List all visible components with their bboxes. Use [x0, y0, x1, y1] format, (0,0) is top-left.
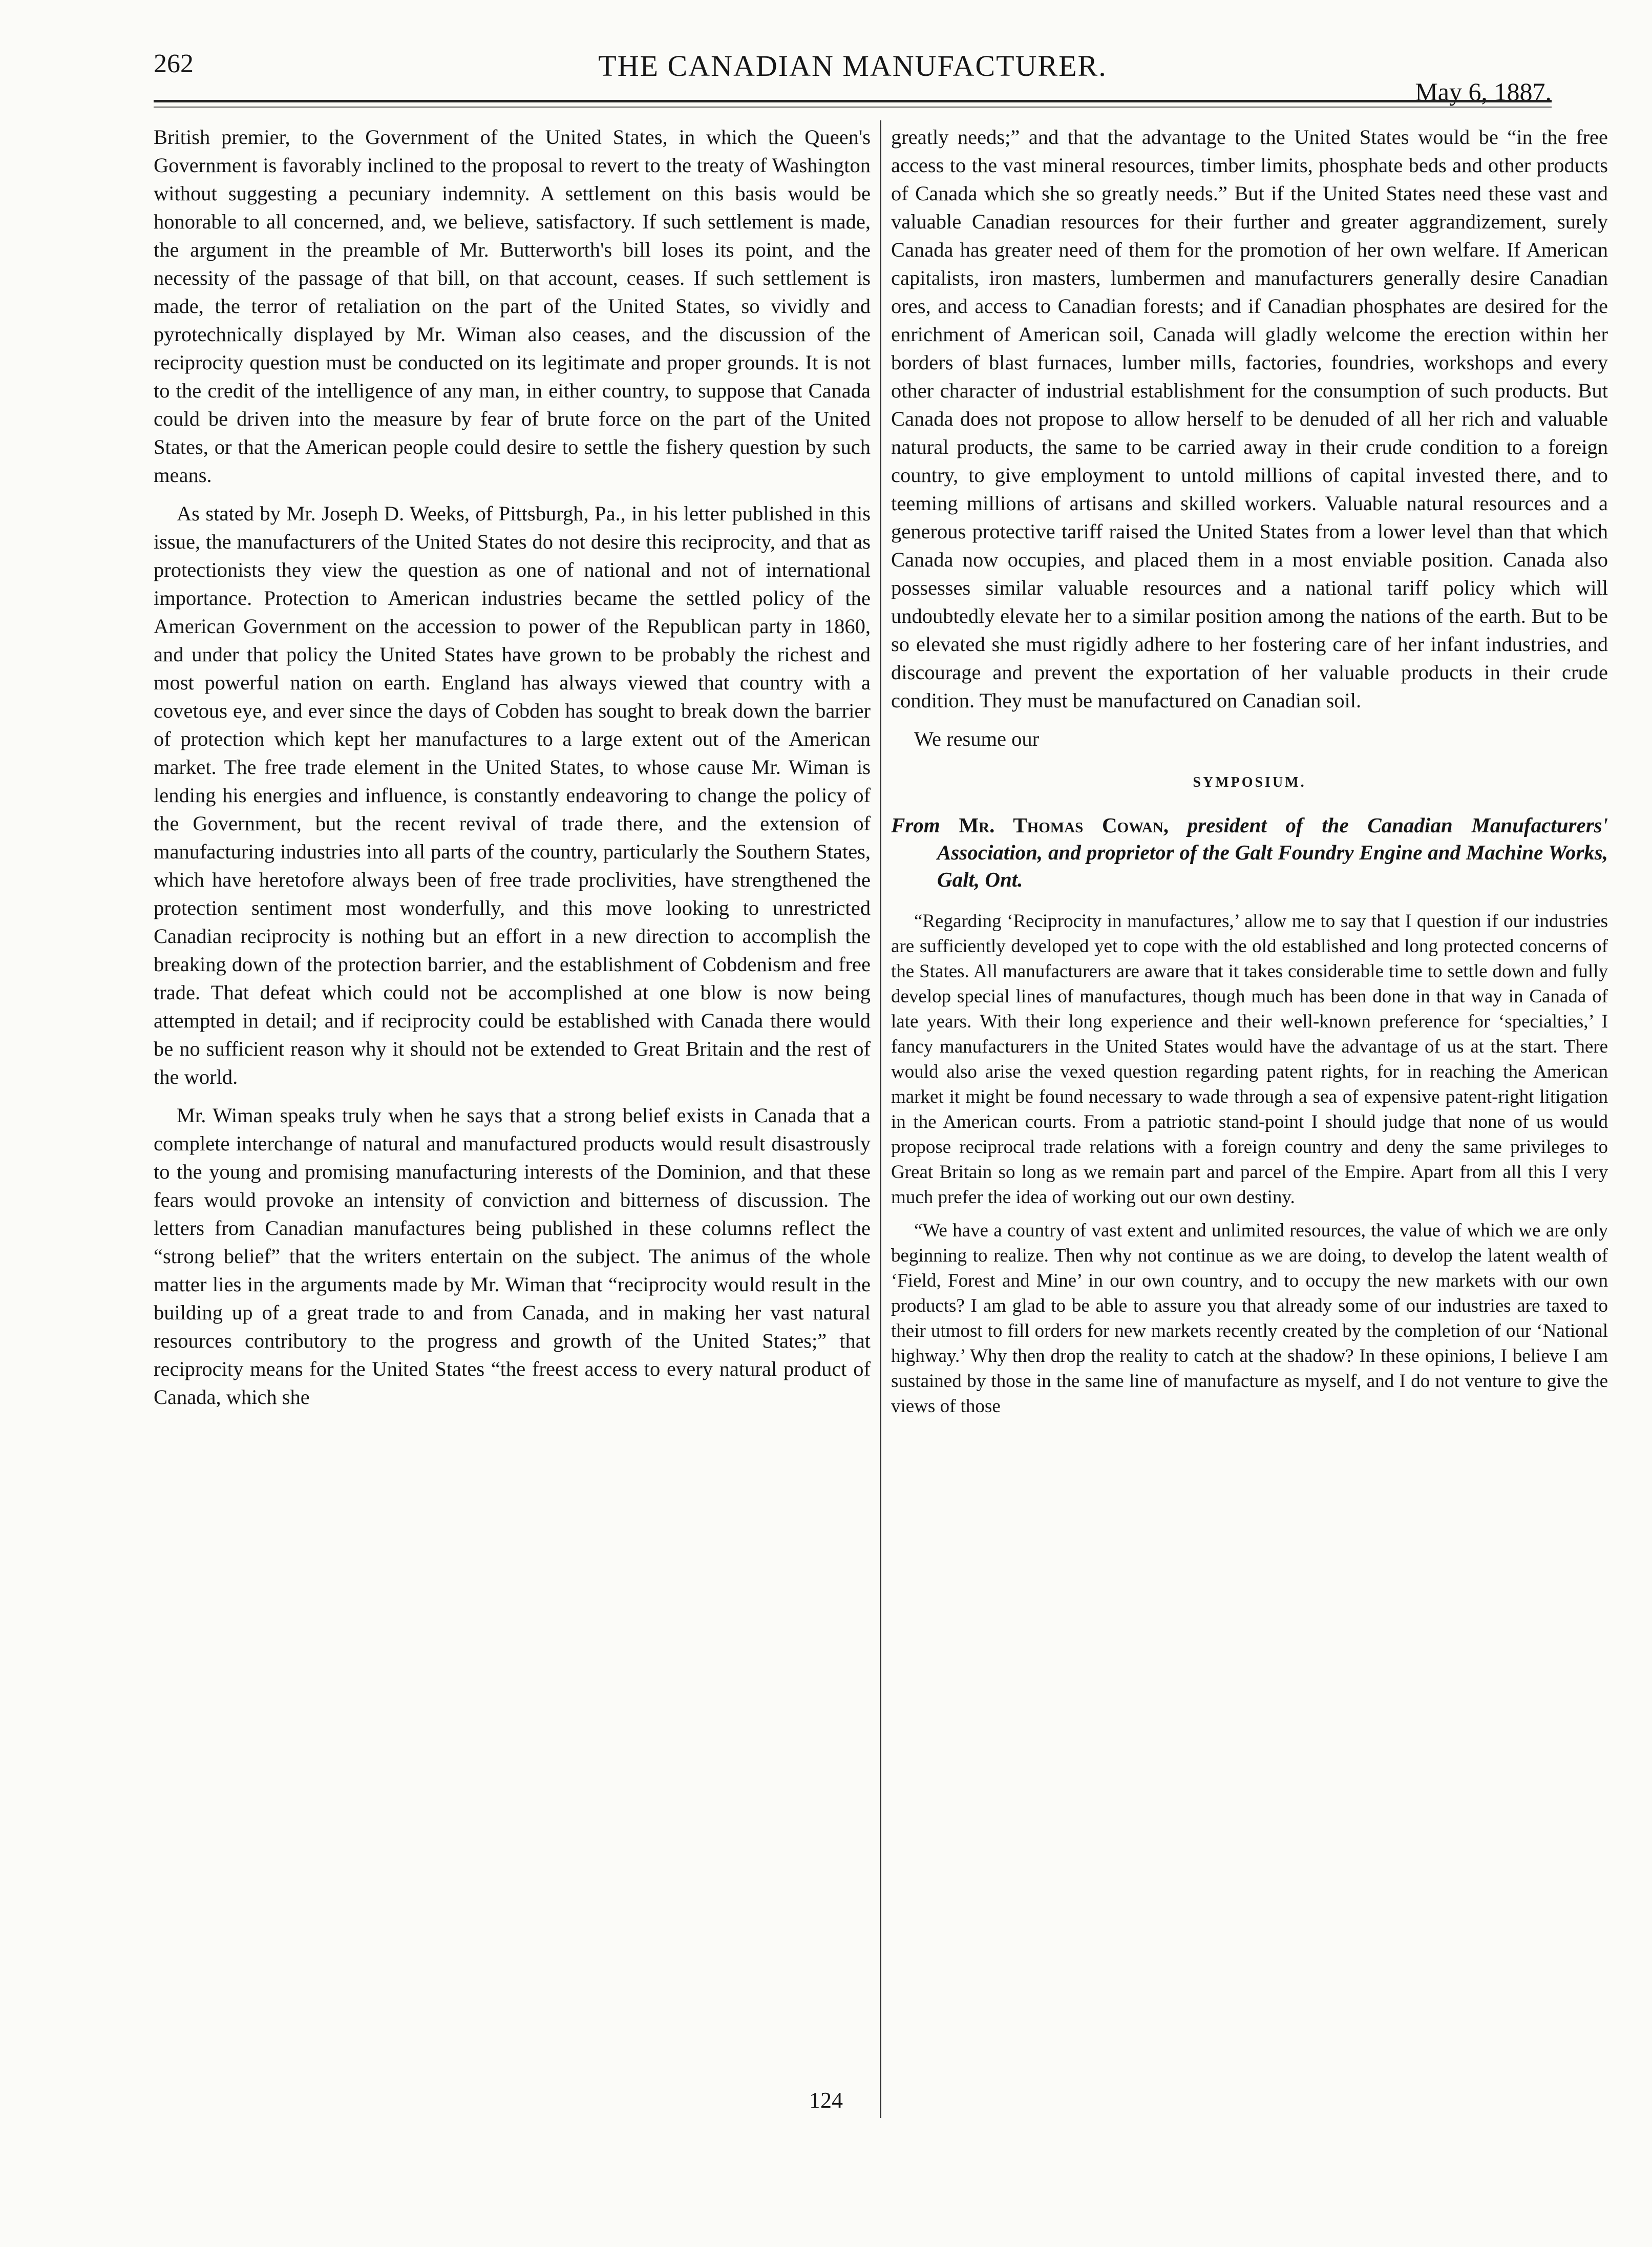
right-paragraph-2: We resume our	[914, 727, 1040, 750]
right-column	[891, 123, 1608, 2080]
letter-byline	[891, 812, 1608, 893]
header-rule	[154, 100, 1552, 102]
column-divider	[880, 120, 881, 2118]
byline-title: president of the Canadian Manufacturers' Association, and proprietor of the Galt Foundry Engine and Machine Works, Galt, Ont.	[937, 813, 1608, 891]
issue-date: May 6, 1887.	[1415, 77, 1552, 106]
section-heading: SYMPOSIUM.	[1193, 774, 1306, 790]
letter-body	[891, 909, 1608, 1419]
letter-paragraph-1: “Regarding ‘Reciprocity in manufactures,’ allow me to say that I question if our industries are sufficiently developed yet to cope with the old established and long protected concerns of the States. All manufacturers are aware that it takes considerable time to settle down and fully develop special lines of manufactures, though much has been done in that way in Canada of late years. With their long experience and their well-known preference for ‘specialties,’ I fancy manufacturers in the United States would have the advantage of us at the start. There would also arise the vexed question regarding patent rights, for in reaching the American market it might be found necessary to wade through a sea of expensive patent-right litigation in the American courts. From a patriotic stand-point I should judge that none of us would propose reciprocal trade relations with a foreign country and deny the same privileges to Great Britain so long as we remain part and parcel of the Empire. Apart from all this I very much prefer the idea of working out our own destiny.	[891, 911, 1608, 1208]
journal-title: THE CANADIAN MANUFACTURER.	[598, 49, 1107, 82]
left-paragraph-3: Mr. Wiman speaks truly when he says that a strong belief exists in Canada that a complete interchange of natural and manufactured products would result disastrously to the young and promising manufacturing interests of the Dominion, and that these fears would provoke an intensity of conviction and bitterness of discussion. The letters from Canadian manufactures being published in these columns reflect the “strong belief” that the writers entertain on the subject. The animus of the whole matter lies in the arguments made by Mr. Wiman that “reciprocity would result in the building up of a great trade to and from Canada, and in making her vast natural resources contributory to the progress and growth of the United States;” that reciprocity means for the United States “the freest access to every natural product of Canada, which she	[154, 1104, 871, 1409]
left-paragraph-1: British premier, to the Government of the United States, in which the Queen's Government is favorably inclined to the proposal to revert to the treaty of Washington without suggesting a pecuniary indemnity. A settlement on this basis would be honorable to all concerned, and, we believe, satisfactory. If such settlement is made, the argument in the preamble of Mr. Butterworth's bill loses its point, and the necessity of the passage of that bill, on that account, ceases. If such settlement is made, the terror of retaliation on the part of the United States, so vividly and pyrotechnically displayed by Mr. Wiman also ceases, and the discussion of the reciprocity question must be conducted on its legitimate and proper grounds. It is not to the credit of the intelligence of any man, in either country, to suppose that Canada could be driven into the measure by fear of brute force on the part of the United States, or that the American people could desire to settle the fishery question by such means.	[154, 125, 871, 487]
page-number: 262	[154, 49, 194, 78]
page-folio: 124	[809, 2088, 843, 2113]
left-paragraph-2: As stated by Mr. Joseph D. Weeks, of Pittsburgh, Pa., in his letter published in this issue, the manufacturers of the United States do not desire this reciprocity, and that as protectionists they view the question as one of national and not of international importance. Protection to American industries became the settled policy of the American Government on the accession to power of the Republican party in 1860, and under that policy the United States have grown to be probably the richest and most powerful nation on earth. England has always viewed that country with a covetous eye, and ever since the days of Cobden has sought to break down the barrier of protection which kept her manufactures to a large extent out of the American market. The free trade element in the United States, to whose cause Mr. Wiman is lending his energies and influence, is constantly endeavoring to change the policy of the Government, but the recent revival of trade there, and the extension of manufacturing industries into all parts of the country, particularly the Southern States, which have heretofore always been of free trade proclivities, have strengthened the protection sentiment most wonderfully, and this move looking to unrestricted Canadian reciprocity is nothing but an effort in a new direction to accomplish the breaking down of the protection barrier, and the establishment of Cobdenism and free trade. That defeat which could not be accomplished at one blow is now being attempted in detail; and if reciprocity could be established with Canada there would be no sufficient reason why it should not be extended to Great Britain and the rest of the world.	[154, 502, 871, 1088]
right-paragraph-1: greatly needs;” and that the advantage to the United States would be “in the free access to the vast mineral resources, timber limits, phosphate beds and other products of Canada which she so greatly needs.” But if the United States need these vast and valuable Canadian resources for their further and greater aggrandizement, surely Canada has greater need of them for the promotion of her own welfare. If American capitalists, iron masters, lumbermen and manufacturers generally desire Canadian ores, and access to Canadian forests; and if Canadian phosphates are desired for the enrichment of American soil, Canada will gladly welcome the erection within her borders of blast furnaces, lumber mills, factories, foundries, workshops and every other character of industrial establishment for the consumption of such products. But Canada does not propose to allow herself to be denuded of all her rich and valuable natural products, the same to be carried away in their crude condition to a foreign country, to give employment to untold millions of capital invested there, and to teeming millions of artisans and skilled workers. Valuable natural resources and a generous protective tariff raised the United States from a lower level than that which Canada now occupies, and placed them in a most enviable position. Canada also possesses similar valuable resources and a national tariff policy which will undoubtedly elevate her to a similar position among the nations of the earth. But to be so elevated she must rigidly adhere to her fostering care of her infant industries, and discourage and prevent the exportation of her valuable products in their crude condition. They must be manufactured on Canadian soil.	[891, 125, 1608, 712]
byline-name: Mr. Thomas Cowan,	[959, 813, 1169, 837]
letter-paragraph-2: “We have a country of vast extent and unlimited resources, the value of which we are only beginning to realize. Then why not continue as we are doing, to develop the latent wealth of ‘Field, Forest and Mine’ in our own country, and to occupy the new markets with our own products? I am glad to be able to assure you that already some of our industries are taxed to their utmost to fill orders for new markets recently created by the completion of our ‘National highway.’ Why then drop the reality to catch at the shadow? In these opinions, I believe I am sustained by those in the same line of manufacture as myself, and I do not venture to give the views of those	[891, 1220, 1608, 1417]
byline-from: From	[891, 813, 940, 837]
left-column	[154, 123, 871, 2080]
header-rule-thin	[154, 107, 1552, 108]
